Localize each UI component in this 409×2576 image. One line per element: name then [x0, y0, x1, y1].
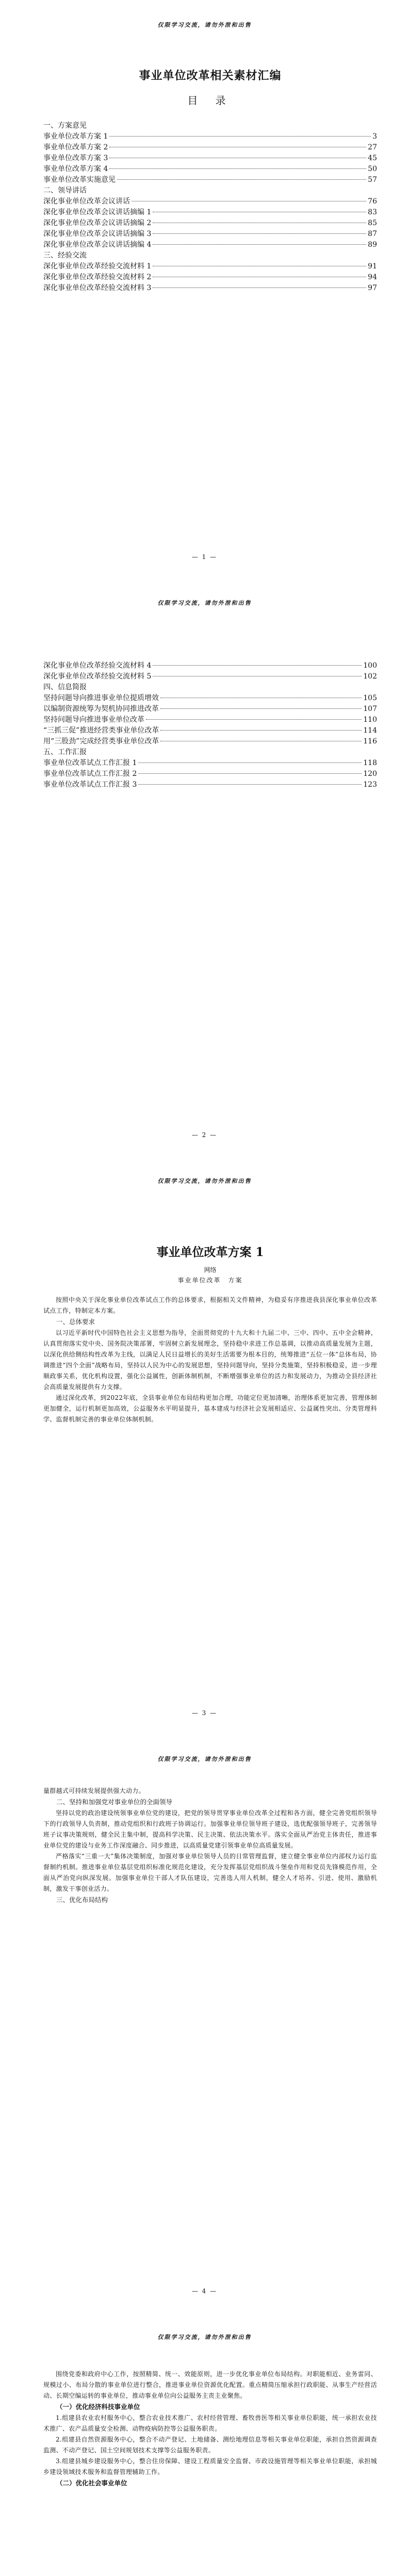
toc-entry[interactable]: 事业单位改革试点工作汇报 3 123 [43, 781, 377, 789]
subsection-heading: （二）优化社会事业单位 [56, 2479, 127, 2487]
header-note: 仅限学习交流，请勿外泄和出售 [157, 1756, 252, 1762]
toc-entry[interactable]: 深化事业单位改革经验交流材料 4 100 [43, 662, 377, 670]
toc-entry[interactable]: 深化事业单位改革会议讲话摘编 3 87 [43, 230, 377, 238]
toc-entry[interactable]: 深化事业单位改革会议讲话摘编 4 89 [43, 241, 377, 249]
body-paragraph: 3.组建县城乡建设服务中心，整合住房保障、建设工程质量安全监督、市政设施管理等相关事业单位职能，承担城乡建设领域技术服务和监督管理辅助工作。 [43, 2458, 377, 2476]
section-heading: 二、坚持和加强党对事业单位的全面领导 [56, 1798, 173, 1806]
header-note: 仅限学习交流，请勿外泄和出售 [157, 2334, 252, 2341]
header-note: 仅限学习交流，请勿外泄和出售 [157, 22, 252, 28]
section-heading: 三、优化布局结构 [56, 1896, 108, 1904]
toc-entry[interactable]: 深化事业单位改革会议讲话摘编 1 83 [43, 208, 377, 216]
page-1 [0, 0, 409, 578]
toc-section-heading: 一、方案意见 [43, 122, 87, 130]
toc-entry[interactable]: 深化事业单位改革经验交流材料 2 94 [43, 273, 377, 281]
page-2 [0, 578, 409, 1156]
body-paragraph: 以习近平新时代中国特色社会主义思想为指导，全面贯彻党的十九大和十九届二中、三中、四中、五中全会精神，认真贯彻落实党中央、国务院决策部署，牢固树立新发展理念，坚持稳中求进工作总基调，以推动高质量发展为主题，以深化供给侧结构性改革为主线，以满足人民日益增长的美好生活需要为根本目的，统筹推进“五位一体”总体布局，协调推进“四个全面”战略布局，坚持以人民为中心的发展思想，坚持问题导向，坚持分类施策，坚持积极稳妥，进一步理顺政事关系，优化机构设置，强化公益属性，创新体制机制，不断增强事业单位的活力和发展动力，为推动全县经济社会高质量发展提供有力支撑。 [43, 1329, 377, 1391]
page-3 [0, 1156, 409, 1734]
page-number: — 4 — [191, 2287, 218, 2295]
toc-entry[interactable]: 事业单位改革实施意见 57 [43, 176, 377, 184]
toc-entry[interactable]: 坚持问题导向推进事业单位改革 110 [43, 716, 377, 724]
body-paragraph: 坚持以党的政治建设统领事业单位党的建设，把党的领导贯穿事业单位改革全过程和各方面，健全完善党组织领导下的行政领导人负责制，推动党组织和行政班子协调运行。加强事业单位领导班子建设，选优配强领导班子，完善领导班子议事决策规则，健全民主集中制，提高科学决策、民主决策、依法决策水平。落实全面从严治党主体责任，推进事业单位党的建设与业务工作深度融合、同步推进，以高质量党建引领事业单位高质量发展。 [43, 1809, 377, 1849]
source-line: 网络 [204, 1266, 217, 1274]
page-number: — 1 — [191, 553, 218, 561]
toc-entry[interactable]: 事业单位改革方案 4 50 [43, 165, 377, 173]
toc-entry[interactable]: 深化事业单位改革经验交流材料 3 97 [43, 284, 377, 292]
toc-heading: 目 录 [187, 94, 233, 107]
body-paragraph: 量群越式可持续发展提供强大动力。 [43, 1787, 145, 1794]
toc-entry[interactable]: 用“三股劲”完成经营类事业单位改革 116 [43, 737, 377, 745]
toc-entry[interactable]: 事业单位改革试点工作汇报 2 120 [43, 770, 377, 778]
toc-section-heading: 三、经验交流 [43, 251, 87, 260]
toc-section-heading: 四、信息简报 [43, 683, 87, 691]
toc-entry[interactable]: 深化事业单位改革会议讲话摘编 2 85 [43, 219, 377, 227]
toc-entry[interactable]: 深化事业单位改革会议讲话 76 [43, 197, 377, 206]
subsection-heading: （一）优化经济科技事业单位 [56, 2403, 140, 2411]
toc-entry[interactable]: 坚持问题导向推进事业单位提质增效 105 [43, 694, 377, 702]
toc-entry[interactable]: 事业单位改革试点工作汇报 1 118 [43, 759, 377, 767]
body-paragraph: 通过深化改革，到2022年底，全县事业单位布局结构更加合理，功能定位更加清晰，治理体系更加完善，管理体制更加健全，运行机制更加高效，公益服务水平明显提升，基本建成与经济社会发展相适应、公益属性突出、分类管理科学、监督机制完善的事业单位体制机制。 [43, 1394, 377, 1423]
page-4 [0, 1734, 409, 2312]
page-5 [0, 2312, 409, 2576]
toc-entry[interactable]: “三抓三促”推进经营类事业单位改革 114 [43, 726, 377, 735]
toc-entry[interactable]: 以编制资源统筹为契机协同推进改革 107 [43, 705, 377, 713]
header-note: 仅限学习交流，请勿外泄和出售 [157, 1178, 252, 1184]
keywords-line: 事业单位改革 方案 [177, 1277, 243, 1284]
body-paragraph: 2.组建县自然资源服务中心，整合不动产登记、土地储备、测绘地理信息等相关事业单位职能，承担自然资源调查监测、不动产登记、国土空间规划技术支撑等公益服务职责。 [43, 2436, 377, 2454]
toc-section-heading: 二、领导讲话 [43, 187, 87, 195]
intro-paragraph: 按照中央关于深化事业单位改革试点工作的总体要求，根据相关文件精神，为稳妥有序推进我县深化事业单位改革试点工作，特制定本方案。 [43, 1296, 377, 1314]
header-note: 仅限学习交流，请勿外泄和出售 [157, 600, 252, 606]
page-number: — 3 — [191, 1709, 218, 1717]
toc-section-heading: 五、工作汇报 [43, 748, 87, 756]
body-paragraph: 1.组建县农业农村服务中心，整合农业技术推广、农村经营管理、畜牧兽医等相关事业单位职能，统一承担农业技术推广、农产品质量安全检测、动物疫病防控等公益服务职责。 [43, 2414, 377, 2432]
toc-entry[interactable]: 事业单位改革方案 2 27 [43, 143, 377, 151]
page-number: — 2 — [191, 1131, 218, 1139]
document-title: 事业单位改革相关素材汇编 [139, 69, 282, 82]
toc-entry[interactable]: 深化事业单位改革经验交流材料 5 102 [43, 672, 377, 681]
body-paragraph: 围绕党委和政府中心工作，按照精简、统一、效能原则，进一步优化事业单位布局结构。对职能相近、业务雷同、规模过小、布局分散的事业单位进行整合，推进事业单位资源优化配置。重点精简压缩承担行政职能、从事生产经营活动、长期空编运转的事业单位，推动事业单位向公益服务主责主业聚焦。 [43, 2370, 377, 2399]
toc-entry[interactable]: 事业单位改革方案 1 3 [43, 132, 377, 141]
toc-entry[interactable]: 事业单位改革方案 3 45 [43, 154, 377, 162]
article-title: 事业单位改革方案 1 [156, 1245, 264, 1259]
section-heading: 一、总体要求 [56, 1318, 95, 1326]
toc-entry[interactable]: 深化事业单位改革经验交流材料 1 91 [43, 262, 377, 270]
body-paragraph: 严格落实“三重一大”集体决策制度，加强对事业单位领导人员的日常管理监督，建立健全事业单位内部权力运行监督制约机制。推进事业单位基层党组织标准化规范化建设，充分发挥基层党组织战斗堡垒作用和党员先锋模范作用，全面从严治党向纵深发展。加强事业单位干部人才队伍建设，完善选人用人机制，健全人才培养、引进、使用、激励机制，激发干事创业活力。 [43, 1853, 377, 1892]
